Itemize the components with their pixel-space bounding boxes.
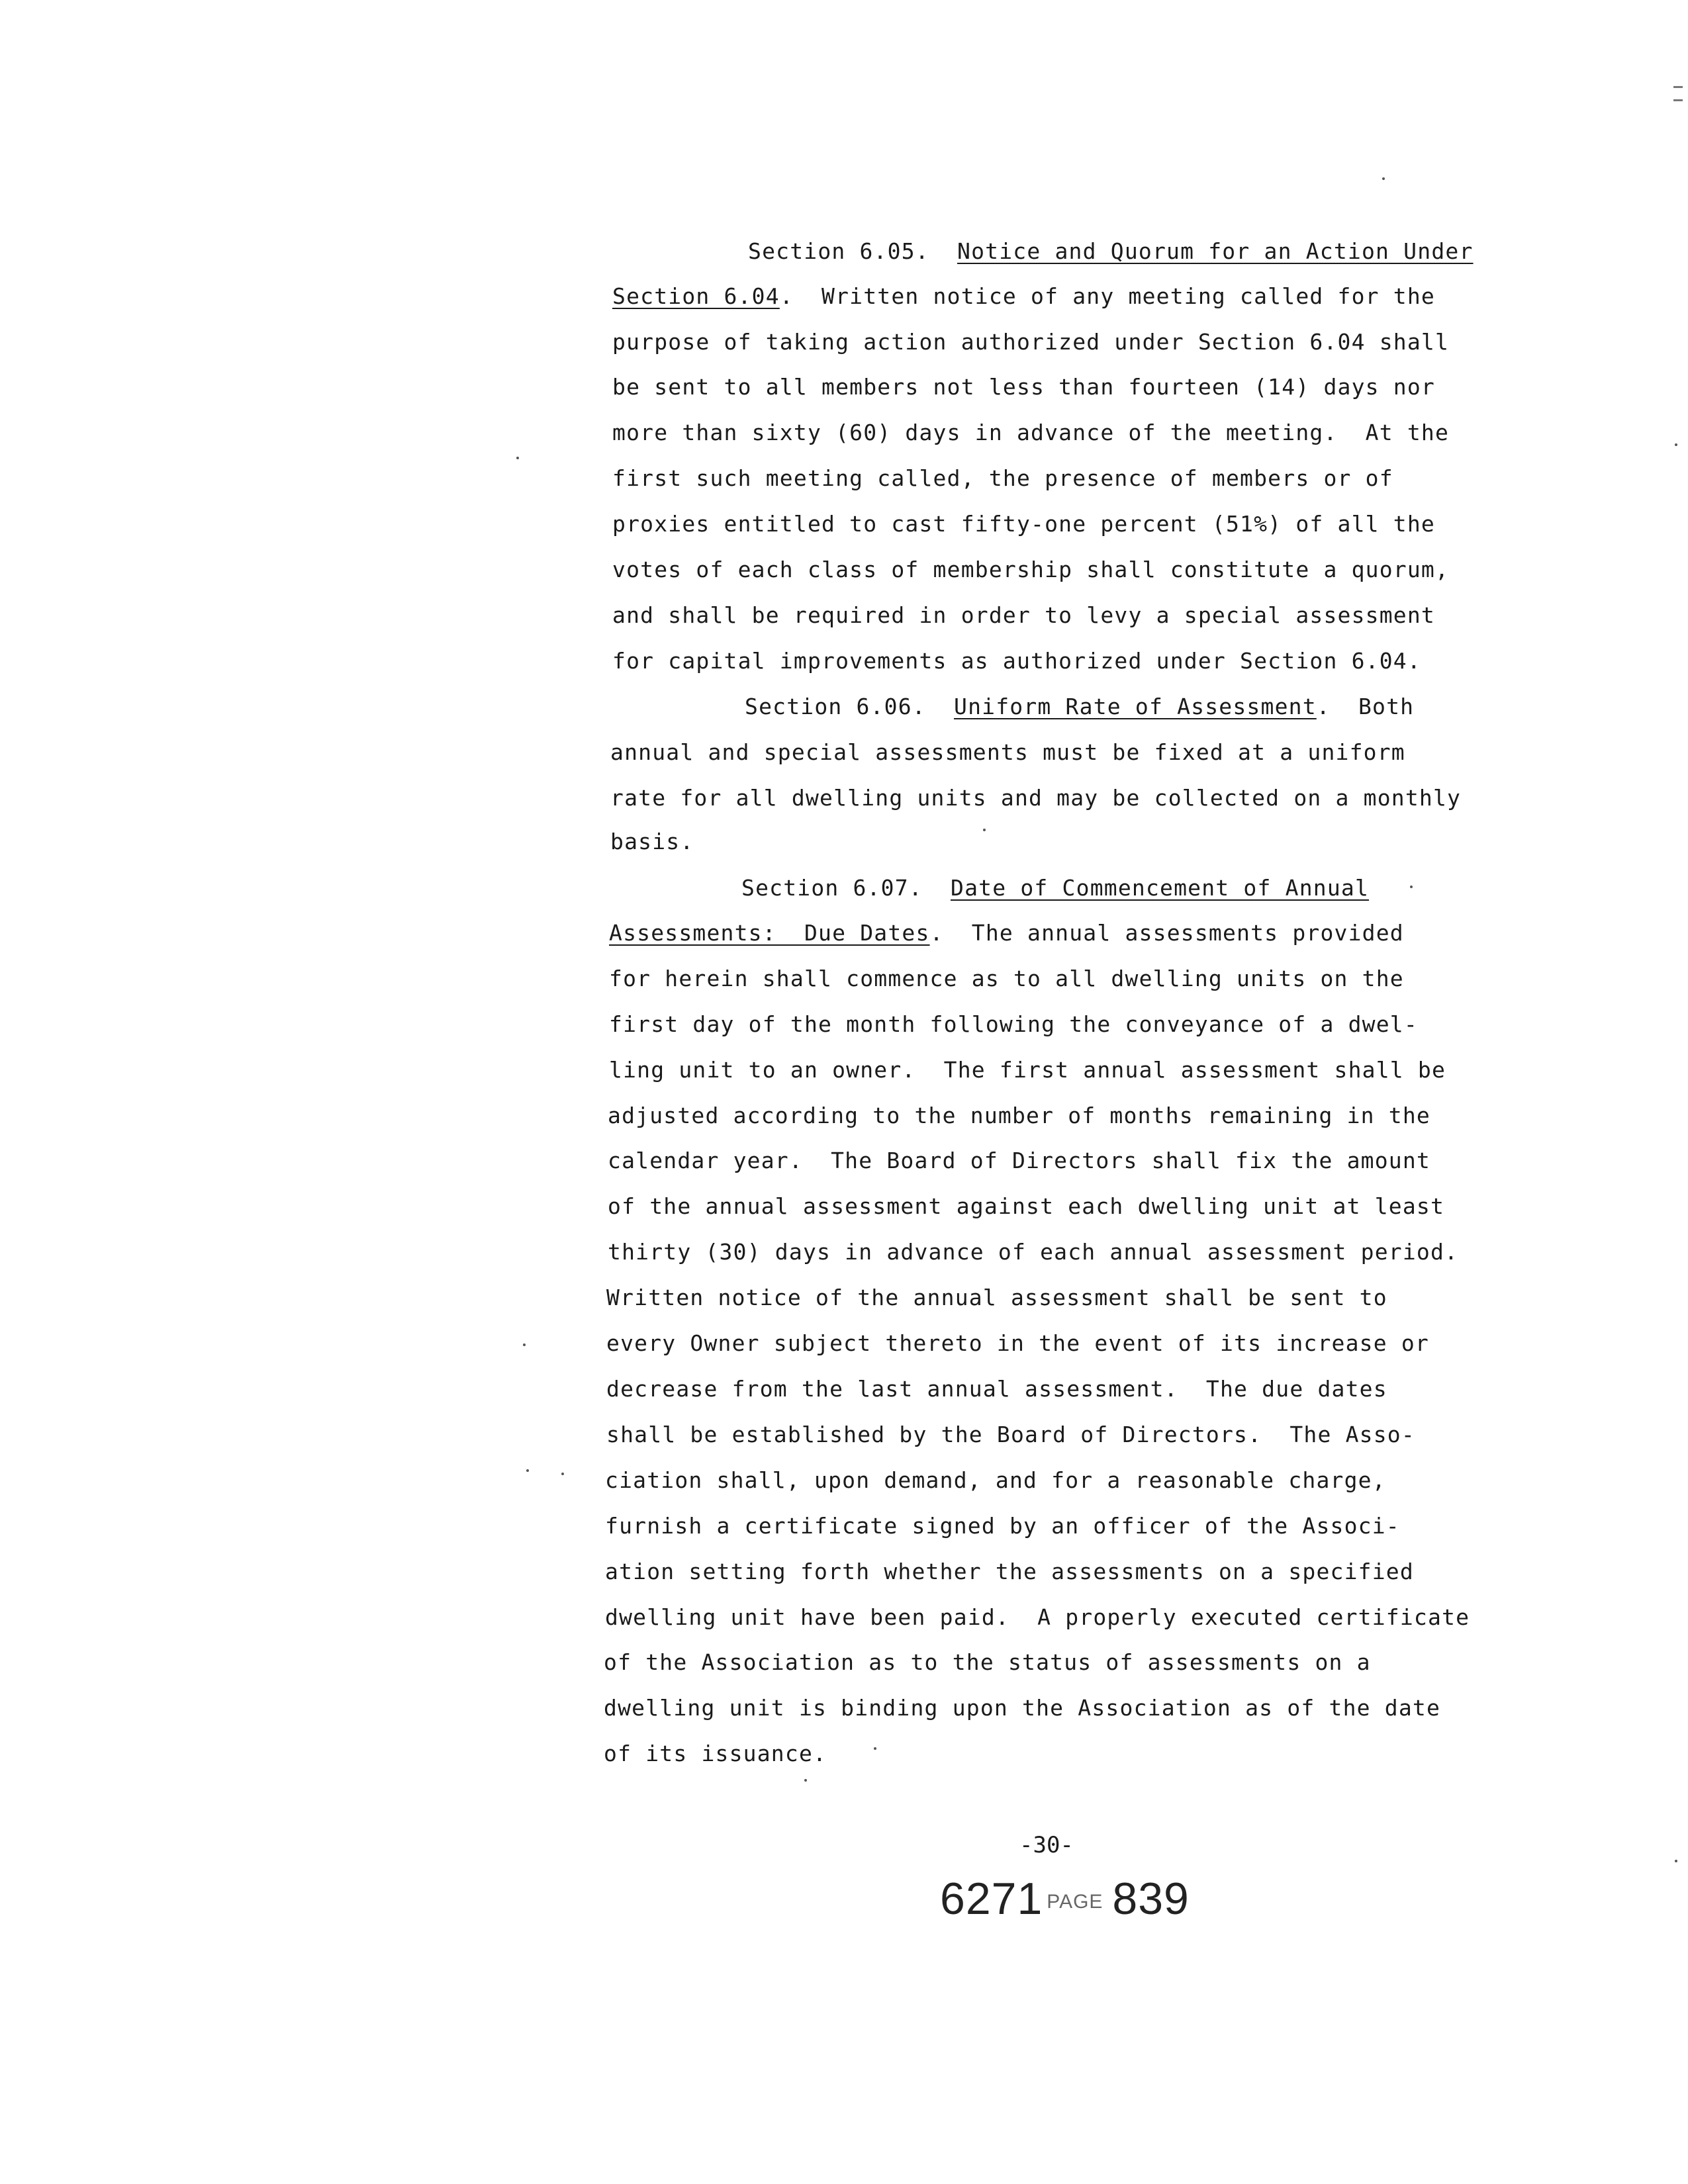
text-line xyxy=(608,1103,1430,1129)
text-line xyxy=(605,1559,1414,1585)
underlined-heading: Uniform Rate of Assessment xyxy=(954,694,1317,719)
scan-edge-mark xyxy=(1673,99,1683,101)
text-line xyxy=(608,1193,1444,1220)
text-span: ation setting forth whether the assessments on a specified xyxy=(605,1559,1414,1584)
underlined-heading: Assessments: Due Dates xyxy=(609,920,930,946)
text-line xyxy=(745,694,1414,720)
text-span: and shall be required in order to levy a special assessment xyxy=(612,602,1435,628)
text-span: adjusted according to the number of months remaining in the xyxy=(608,1103,1430,1128)
text-span: Section 6.06. xyxy=(745,694,955,719)
text-span: for capital improvements as authorized under Section 6.04. xyxy=(612,648,1421,674)
text-line xyxy=(612,465,1393,492)
text-span: votes of each class of membership shall constitute a quorum, xyxy=(612,557,1450,582)
text-line xyxy=(612,420,1449,446)
text-span: more than sixty (60) days in advance of the meeting. At the xyxy=(612,420,1450,445)
text-line xyxy=(612,648,1421,674)
text-line xyxy=(606,1285,1387,1311)
text-line xyxy=(609,920,1404,946)
text-line xyxy=(605,1513,1400,1539)
scan-speck xyxy=(1382,177,1385,180)
text-span: rate for all dwelling units and may be collected on a monthly xyxy=(610,785,1462,811)
text-span: dwelling unit is binding upon the Association as of the date xyxy=(604,1695,1441,1721)
text-line xyxy=(604,1741,827,1767)
text-line xyxy=(608,1239,1458,1265)
scan-speck xyxy=(804,1779,807,1782)
scan-speck xyxy=(1675,1860,1677,1862)
text-line xyxy=(612,329,1449,355)
scan-speck xyxy=(516,457,519,459)
scan-speck xyxy=(983,829,986,831)
text-span: furnish a certificate signed by an officer of the Associ- xyxy=(605,1513,1400,1539)
text-line xyxy=(609,966,1404,992)
text-span: decrease from the last annual assessment. The due dates xyxy=(606,1376,1387,1402)
text-line xyxy=(612,557,1449,583)
text-line xyxy=(610,829,694,855)
text-span: annual and special assessments must be fixed at a uniform xyxy=(610,739,1405,765)
text-span: thirty (30) days in advance of each annual assessment period. xyxy=(608,1239,1459,1265)
text-span: Section 6.05. xyxy=(748,238,958,264)
scan-speck xyxy=(1675,443,1677,446)
text-span: proxies entitled to cast fifty-one percent (51%) of all the xyxy=(612,511,1435,537)
text-line xyxy=(609,1011,1418,1038)
text-line xyxy=(609,1057,1446,1083)
stamp-page-mark: PAGE xyxy=(1047,1891,1103,1913)
text-span: ciation shall, upon demand, and for a reasonable charge, xyxy=(605,1467,1386,1493)
text-span: be sent to all members not less than fourteen (14) days nor xyxy=(612,374,1435,400)
text-line xyxy=(612,283,1435,310)
scan-edge-mark xyxy=(1673,86,1683,88)
scan-speck xyxy=(874,1747,876,1750)
stamp-page-number: 839 xyxy=(1112,1874,1190,1924)
text-span: every Owner subject thereto in the event of its increase or xyxy=(606,1330,1429,1356)
text-line xyxy=(605,1604,1470,1631)
text-span: of its issuance. xyxy=(604,1741,827,1766)
page-number: -30- xyxy=(1019,1832,1074,1858)
text-span: basis. xyxy=(610,829,694,854)
text-line xyxy=(741,875,1369,901)
text-line xyxy=(606,1422,1415,1448)
text-span: . Both xyxy=(1316,694,1415,719)
text-line xyxy=(606,1376,1387,1402)
text-span: dwelling unit have been paid. A properly executed certificate xyxy=(605,1604,1470,1630)
scan-speck xyxy=(1410,886,1413,888)
recording-stamp xyxy=(940,1873,1190,1925)
text-line xyxy=(608,1148,1430,1174)
text-line xyxy=(610,785,1461,811)
text-line xyxy=(748,238,1474,265)
text-line xyxy=(606,1330,1429,1357)
scan-speck xyxy=(523,1343,526,1346)
text-span: . The annual assessments provided xyxy=(929,920,1404,946)
text-span: . Written notice of any meeting called for the xyxy=(779,283,1435,309)
scan-speck xyxy=(526,1469,529,1472)
text-span: first such meeting called, the presence of members or of xyxy=(612,465,1393,491)
text-span: calendar year. The Board of Directors shall fix the amount xyxy=(608,1148,1430,1173)
text-line xyxy=(604,1695,1440,1721)
text-span: first day of the month following the conveyance of a dwel- xyxy=(609,1011,1418,1037)
text-line xyxy=(605,1467,1386,1494)
underlined-heading: Section 6.04 xyxy=(612,283,780,309)
text-span: for herein shall commence as to all dwelling units on the xyxy=(609,966,1404,991)
underlined-heading: Date of Commencement of Annual xyxy=(951,875,1370,901)
underlined-heading: Notice and Quorum for an Action Under xyxy=(957,238,1474,264)
text-span: ling unit to an owner. The first annual assessment shall be xyxy=(609,1057,1446,1083)
scan-speck xyxy=(561,1473,564,1475)
text-span: Written notice of the annual assessment shall be sent to xyxy=(606,1285,1387,1310)
text-line xyxy=(610,739,1405,766)
text-span: purpose of taking action authorized under Section 6.04 shall xyxy=(612,329,1450,355)
text-span: of the Association as to the status of assessments on a xyxy=(604,1649,1371,1675)
stamp-book-number: 6271 xyxy=(940,1874,1043,1924)
text-line xyxy=(604,1649,1371,1676)
text-line xyxy=(612,374,1435,400)
text-span: shall be established by the Board of Directors. The Asso- xyxy=(606,1422,1415,1447)
text-line xyxy=(612,602,1435,629)
text-span: Section 6.07. xyxy=(741,875,951,901)
text-span: of the annual assessment against each dwelling unit at least xyxy=(608,1193,1445,1219)
text-line xyxy=(612,511,1435,537)
